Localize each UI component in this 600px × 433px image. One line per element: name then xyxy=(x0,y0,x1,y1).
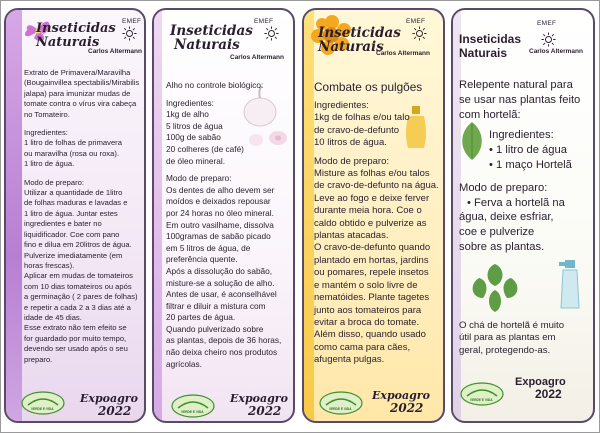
verde-e-vida-logo xyxy=(20,387,66,417)
card-title: Inseticidas Naturais xyxy=(36,21,116,50)
card-body-text: Alho no controle biológico: Ingredientes: 1kg de alho 5 litros de água 100g de sabão 20 colheres (de café) de óleo mineral. Modo de preparo: Os dentes de alho devem ser moídos e deixados repousar por 24 horas no óleo mineral. Em outro vasilhame, dissolva 100gramas de sabão picado em 5 litros de água, de preferência quente. Após a dissolução do sabão, misture-se a solução de alho. Antes de usar, é aconselhável filtrar e diluir a mistura com 20 partes de água. Quando pulverizado sobre as plantas, depois de 36 horas, não deixa cheiro nos produtos agrícolas. xyxy=(166,80,292,370)
bookmark-card-alho xyxy=(152,8,295,423)
card-closing-text: O chá de hortelã é muito útil para as plantas em geral, protegendo-as. xyxy=(459,320,565,356)
card-body-text: Extrato de Primavera/Maravilha (Bougainvillea spectabilis/Mirabilis jalapa) para imunizar mudas de tomate contra o vírus vira cabeça no Tomateiro. Ingredientes: 1 litro de folhas de primavera ou maravilha (rosa ou roxa). 1 litro de água. Modo de preparo: Utilizar a quantidade de 1litro de folhas maduras e lavadas e 1 litro de água. Juntar estes ingredientes e bater no liquidificador. Coe com pano fino e dilua em 20litros de água. Pulverize imediatamente (em horas frescas). Aplicar em mudas de tomateiros com 10 dias tomateiros ou após a germinação ( 2 pares de folhas) e repetir a cada 2 a 3 dias até a idade de 45 dias. Esse extrato não tem efeito se for guardado por muito tempo, devendo ser usado após o seu preparo. xyxy=(24,68,140,364)
verde-e-vida-logo xyxy=(170,390,216,420)
expoagro-label: Expoagro 2022 xyxy=(372,389,430,415)
bookmark-card-pulgoes xyxy=(302,8,445,423)
school-name: Carlos Altermann xyxy=(88,48,142,55)
card-title: Inseticidas Naturais xyxy=(459,32,522,60)
verde-e-vida-logo xyxy=(459,378,505,408)
expoagro-label: Expoagro 2022 xyxy=(230,392,288,418)
expoagro-label: Expoagro 2022 xyxy=(515,376,566,401)
school-emef-label: EMEF xyxy=(254,18,274,25)
school-emef-label: EMEF xyxy=(406,18,426,25)
expoagro-label: Expoagro 2022 xyxy=(80,392,138,418)
school-sun-icon xyxy=(264,26,279,41)
yellow-side-strip xyxy=(304,10,314,421)
purple-side-strip xyxy=(6,10,22,421)
svg-text:VERDE E VIDA: VERDE E VIDA xyxy=(31,407,54,411)
bookmark-card-hortela xyxy=(451,8,595,423)
school-sun-icon xyxy=(541,32,556,47)
school-sun-icon xyxy=(122,26,137,41)
verde-e-vida-logo xyxy=(318,387,364,417)
card-title: Inseticidas Naturais xyxy=(170,23,253,53)
card-heading: Combate os pulgões xyxy=(314,80,423,94)
svg-text:VERDE E VIDA: VERDE E VIDA xyxy=(470,398,493,402)
pink-side-strip xyxy=(154,10,162,421)
card-heading: Alho no controle biológico: xyxy=(166,80,264,90)
school-emef-label: EMEF xyxy=(537,20,557,27)
school-name: Carlos Altermann xyxy=(230,54,284,61)
card-title: Inseticidas Naturais xyxy=(318,25,401,55)
mint-sprig-image xyxy=(465,260,525,314)
school-emef-label: EMEF xyxy=(122,18,142,25)
school-sun-icon xyxy=(412,26,427,41)
svg-text:VERDE E VIDA: VERDE E VIDA xyxy=(329,407,352,411)
svg-text:VERDE E VIDA: VERDE E VIDA xyxy=(181,410,204,414)
school-name: Carlos Altermann xyxy=(376,50,430,57)
bookmark-card-primavera xyxy=(4,8,146,423)
school-name: Carlos Altermann xyxy=(529,48,583,55)
card-body-text: Combate os pulgões Ingredientes: 1kg de folhas e/ou talo de cravo-de-defunto 10 litros de água. Modo de preparo: Misture as folhas e/ou talos de cravo-de-defunto na água. Leve ao fogo e deixe ferver durante meia hora. Coe o caldo obtido e pulverize as plantas atacadas. O cravo-de-defunto quando plantado em hortas, jardins ou pomares, repele insetos e mantém o solo livre de nematóides. Plante tagetes junto aos tomateiros para evitar a broca do tomate. Além disso, quando usado como cama para cães, afugenta pulgas. xyxy=(314,80,444,367)
spray-bottle-image xyxy=(557,258,583,310)
card-body-text: Relepente natural para se usar nas plantas feito com hortelã: Ingredientes: • 1 litro de água • 1 maço Hortelã Modo de preparo: • Ferva a hortelã na água, deixe esfriar, coe e pulverize sobre as plantas. xyxy=(459,79,581,253)
